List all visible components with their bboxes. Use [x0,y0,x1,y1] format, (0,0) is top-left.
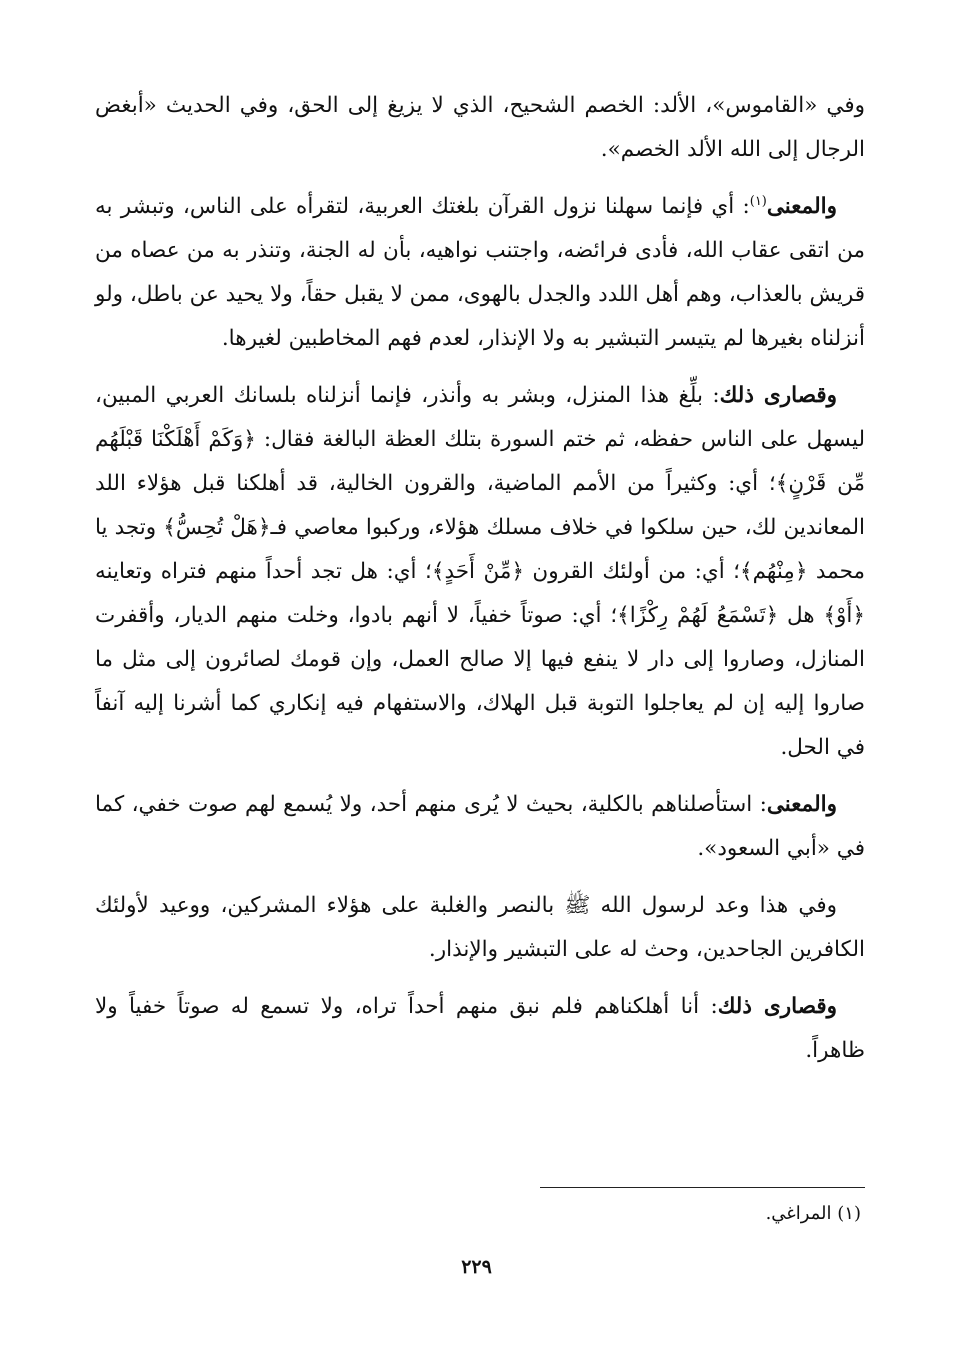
paragraph-6-text: : أنا أهلكناهم فلم نبق منهم أحداً تراه، ولا تسمع له صوتاً خفياً ولا ظاهراً. [95,994,865,1063]
paragraph-6-lead: وقصارى ذلك [717,994,838,1019]
paragraph-2-text: : أي فإنما سهلنا نزول القرآن بلغتك العربية، لتقرأه على الناس، وتبشر به من اتقى عقاب الله، فأدى فرائضه، واجتنب نواهيه، بأن له الجنة، وتنذر به من عصاه من قريش بالعذاب، وهم أهل اللدد والجدل بالهوى، ممن لا يقبل حقاً، ولا يحيد عن باطل، ولو أنزلناه بغيرها لم يتيسر التبشير به ولا الإنذار، لعدم فهم المخاطبين لغيرها. [95,194,865,351]
paragraph-2 [95,185,865,361]
footnote-reference[interactable]: (١) [749,193,767,209]
page-body [95,84,865,1086]
paragraph-2-lead: والمعنى [766,194,837,219]
page-number: ٢٢٩ [461,1256,492,1278]
paragraph-1 [95,84,865,172]
paragraph-4 [95,783,865,871]
paragraph-1-text: وفي «القاموس»، الألد: الخصم الشحيح، الذي لا يزيغ إلى الحق، وفي الحديث «أبغض الرجال إلى الله الألد الخصم». [95,93,865,162]
paragraph-3-lead: وقصارى ذلك [719,383,838,408]
paragraph-5-text: وفي هذا وعد لرسول الله ﷺ بالنصر والغلبة على هؤلاء المشركين، ووعيد لأولئك الكافرين الجاحدين، وحث له على التبشير والإنذار. [95,893,865,962]
paragraph-4-text: : استأصلناهم بالكلية، بحيث لا يُرى منهم أحد، ولا يُسمع لهم صوت خفي، كما في «أبي السعود». [95,792,865,861]
footnote-divider [540,1187,865,1188]
paragraph-3-text: : بلِّغ هذا المنزل، وبشر به وأنذر، فإنما أنزلناه بلسانك العربي المبين، ليسهل على الناس حفظه، ثم ختم السورة بتلك العظة البالغة فقال: ﴿وَكَمْ أَهْلَكْنَا قَبْلَهُم مِّن قَرْنٍ﴾؛ أي: وكثيراً من الأمم الماضية، والقرون الخالية، قد أهلكنا قبل هؤلاء اللد المعاندين لك، حين سلكوا في خلاف مسلك هؤلاء، وركبوا معاصي فـ﴿هَلْ تُحِسُّ﴾ وتجد يا محمد ﴿مِنْهُم﴾؛ أي: من أولئك القرون ﴿مِّنْ أَحَدٍ﴾؛ أي: هل تجد أحداً منهم فتراه وتعاينه ﴿أَوْ﴾ هل ﴿تَسْمَعُ لَهُمْ رِكْزًا﴾؛ أي: صوتاً خفياً، لا أنهم بادوا، وخلت منهم الديار، وأقفرت المنازل، وصاروا إلى دار لا ينفع فيها إلا صالح العمل، وإن قومك لصائرون إلى مثل ما صاروا إليه إن لم يعاجلوا التوبة قبل الهلاك، والاستفهام فيه إنكاري كما أشرنا إليه آنفاً في الحل. [95,383,865,760]
footnote: (١) المراغي. [765,1203,861,1224]
paragraph-4-lead: والمعنى [766,792,837,817]
paragraph-6 [95,985,865,1073]
paragraph-5 [95,884,865,972]
paragraph-3 [95,374,865,770]
